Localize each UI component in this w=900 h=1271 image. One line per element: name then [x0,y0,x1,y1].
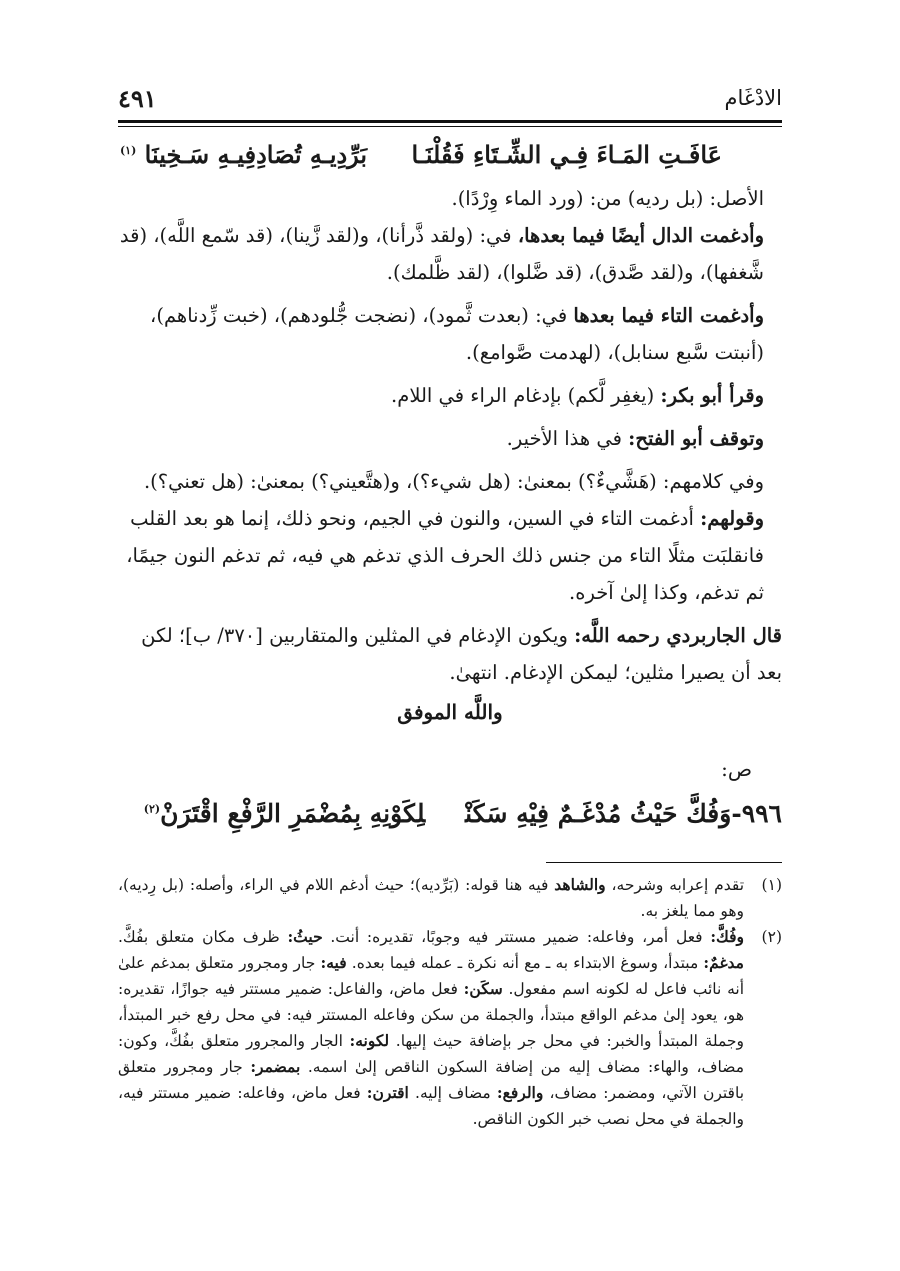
paragraph-text: في هذا الأخير. [506,427,629,450]
footnote-term: فيه: [320,953,347,972]
footnote-text [118,924,744,1132]
paragraph [118,297,782,371]
paragraph [118,463,782,500]
footnote-ref: (٢) [143,802,161,816]
paragraph-text: في: (ولقد ذَّرأنا)، و(لقد زَّينا)، (قد سّمع اللَّه)، (قد شَّغفها)، و(لقد صَّدق)، (قد ضَّلوا)، (لقد ظَّلمك). [119,224,764,284]
footnote-text [118,872,744,924]
footnote-segment: مضاف إليه. [408,1084,497,1102]
paragraph [118,180,782,217]
closing-phrase: واللَّه الموفق [397,700,503,724]
paragraph [118,617,782,691]
section-label: ص: [721,757,752,781]
page-number: ٤٩١ [118,84,157,113]
running-title: الادْغَام [724,86,782,110]
footnote [118,924,782,1132]
footnote-term: والرفع: [496,1083,544,1102]
paragraph-text: (يغفِر لَّكم) بإدغام الراء في اللام. [391,384,661,407]
footnote-segment: جار ومجرور متعلق بمدغم علىٰ أنه نائب فاعل له لكونه اسم مفعول. [118,954,744,998]
footnote-mark: (٢) [761,928,782,946]
footnote-term: سكَن: [463,979,503,998]
footnotes [118,872,782,1132]
poetry-verse: ٩٩٦-وَفُكَّ حَيْثُ مُدْغَـمٌ فِيْهِ سَكَنْلِكَوْنِهِ بِمُضْمَرِ الرَّفْعِ اقْتَرَنْ$^{(٢)}$ [143,799,782,828]
paragraph [118,377,782,414]
footnote [118,872,782,924]
footnote-term: وفُكَّ: [710,927,744,946]
footnote-segment: تقدم إعرابه وشرحه، [605,876,745,894]
footnote-segment: فيه هنا قوله: (بَرِّديه)؛ حيث أدغم اللام في الراء، وأصله: (بل رِديه)، وهو مما يلغز به. [118,876,744,920]
paragraph-lead: قال الجاربردي رحمه اللَّه: [574,624,782,647]
main-text [118,132,782,839]
footnote-segment: مبتدأ، وسوغ الابتداء به ـ مع أنه نكرة ـ عمله فيما بعده. [346,954,704,972]
header-rule-thin [118,126,782,127]
paragraph-text: في: (بعدت ثَّمود)، (نضجت جُّلودهم)، (خبت زِّدناهم)، (أنبتت سَّبع سنابل)، (لهدمت صَّوامع). [150,304,764,364]
paragraph [118,217,782,291]
paragraph-lead: وقرأ أبو بكر: [660,384,764,407]
paragraph-text: ويكون الإدغام في المثلين والمتقاربين [٣٧٠/ ب]؛ لكن بعد أن يصيرا مثلين؛ ليمكن الإدغام. انتهىٰ. [141,624,782,684]
poetry-verse [118,132,782,178]
paragraph-lead: وأدغمت الدال أيضًا فيما بعدها، [517,224,764,247]
paragraph-text: أدغمت التاء في السين، والنون في الجيم، ونحو ذلك، إنما هو بعد القلب فانقلبَت مثلًا التاء من جنس ذلك الحرف الذي تدغم هي فيه، ثم تدغم النون جيمًا، ثم تدغم، وكذا إلىٰ آخره. [126,507,764,604]
paragraph-lead: وقولهم: [700,507,764,530]
verse-number: ٩٩٦ [741,799,782,828]
footnote-term: لكونه: [349,1031,390,1050]
footnote-term: بمضمر: [250,1057,301,1076]
running-header [118,82,782,116]
paragraph-text: الأصل: (بل رديه) من: (ورد الماء وِرْدًا). [451,187,764,210]
footnote-segment: فعل ماض، وفاعله: ضمير مستتر فيه، والجملة في محل نصب خبر الكون الناقص. [118,1084,744,1128]
paragraph-text: وفي كلامهم: (هَشَّيءٌ؟) بمعنىٰ: (هل شيء؟)، و(هتَّعيني؟) بمعنىٰ: (هل تعني؟). [143,470,764,493]
footnote-segment: فعل أمر، وفاعله: ضمير مستتر فيه وجوبًا، تقديره: أنت. [322,928,711,946]
footnote-segment: ظرف مكان متعلق بفُكَّ. [118,928,288,946]
paragraph [118,420,782,457]
paragraph-lead: وأدغمت التاء فيما بعدها [573,304,764,327]
footnote-segment: جار ومجرور متعلق باقترن الآتي، ومضمر: مضاف، [118,1058,745,1102]
footnote-term: مدغمٌ: [703,953,744,972]
footnote-rule [546,862,782,863]
footnote-segment: فعل ماض، والفاعل: ضمير مستتر فيه جوازًا، تقديره: هو، يعود إلىٰ مدغم الواقع مبتدأ، والجملة من سكن وفاعله المستتر فيه: في محل رفع خبر المبتدأ، وجملة المبتدأ والخبر: في محل جر بإضافة حيث إليها. [118,980,745,1050]
verse-hemistich: وَفُكَّ حَيْثُ مُدْغَـمٌ فِيْهِ سَكَنْ [465,799,732,828]
header-rule [118,120,782,123]
footnote-mark: (١) [761,876,782,894]
paragraph [118,500,782,611]
footnote-term: اقترن: [366,1083,409,1102]
footnote-term: والشاهد [554,875,606,894]
paragraph-lead: وتوقف أبو الفتح: [628,427,764,450]
verse-hemistich: عَافَـتِ المَـاءَ فِـي الشِّـتَاءِ فَقُلْنَـا [411,140,722,169]
footnote-term: حيثُ: [287,927,323,946]
verse-hemistich: لِكَوْنِهِ بِمُضْمَرِ الرَّفْعِ اقْتَرَنْ [160,799,426,828]
footnote-ref: (١) [119,144,137,157]
footnote-segment: الجار والمجرور متعلق بفُكَّ، وكون: مضاف، والهاء: مضاف إليه من إضافة السكون الناقص إلىٰ اسمه. [118,1032,744,1076]
verse-hemistich: بَرِّدِيـهِ تُصَادِفِيـهِ سَـخِينَا [144,140,368,169]
